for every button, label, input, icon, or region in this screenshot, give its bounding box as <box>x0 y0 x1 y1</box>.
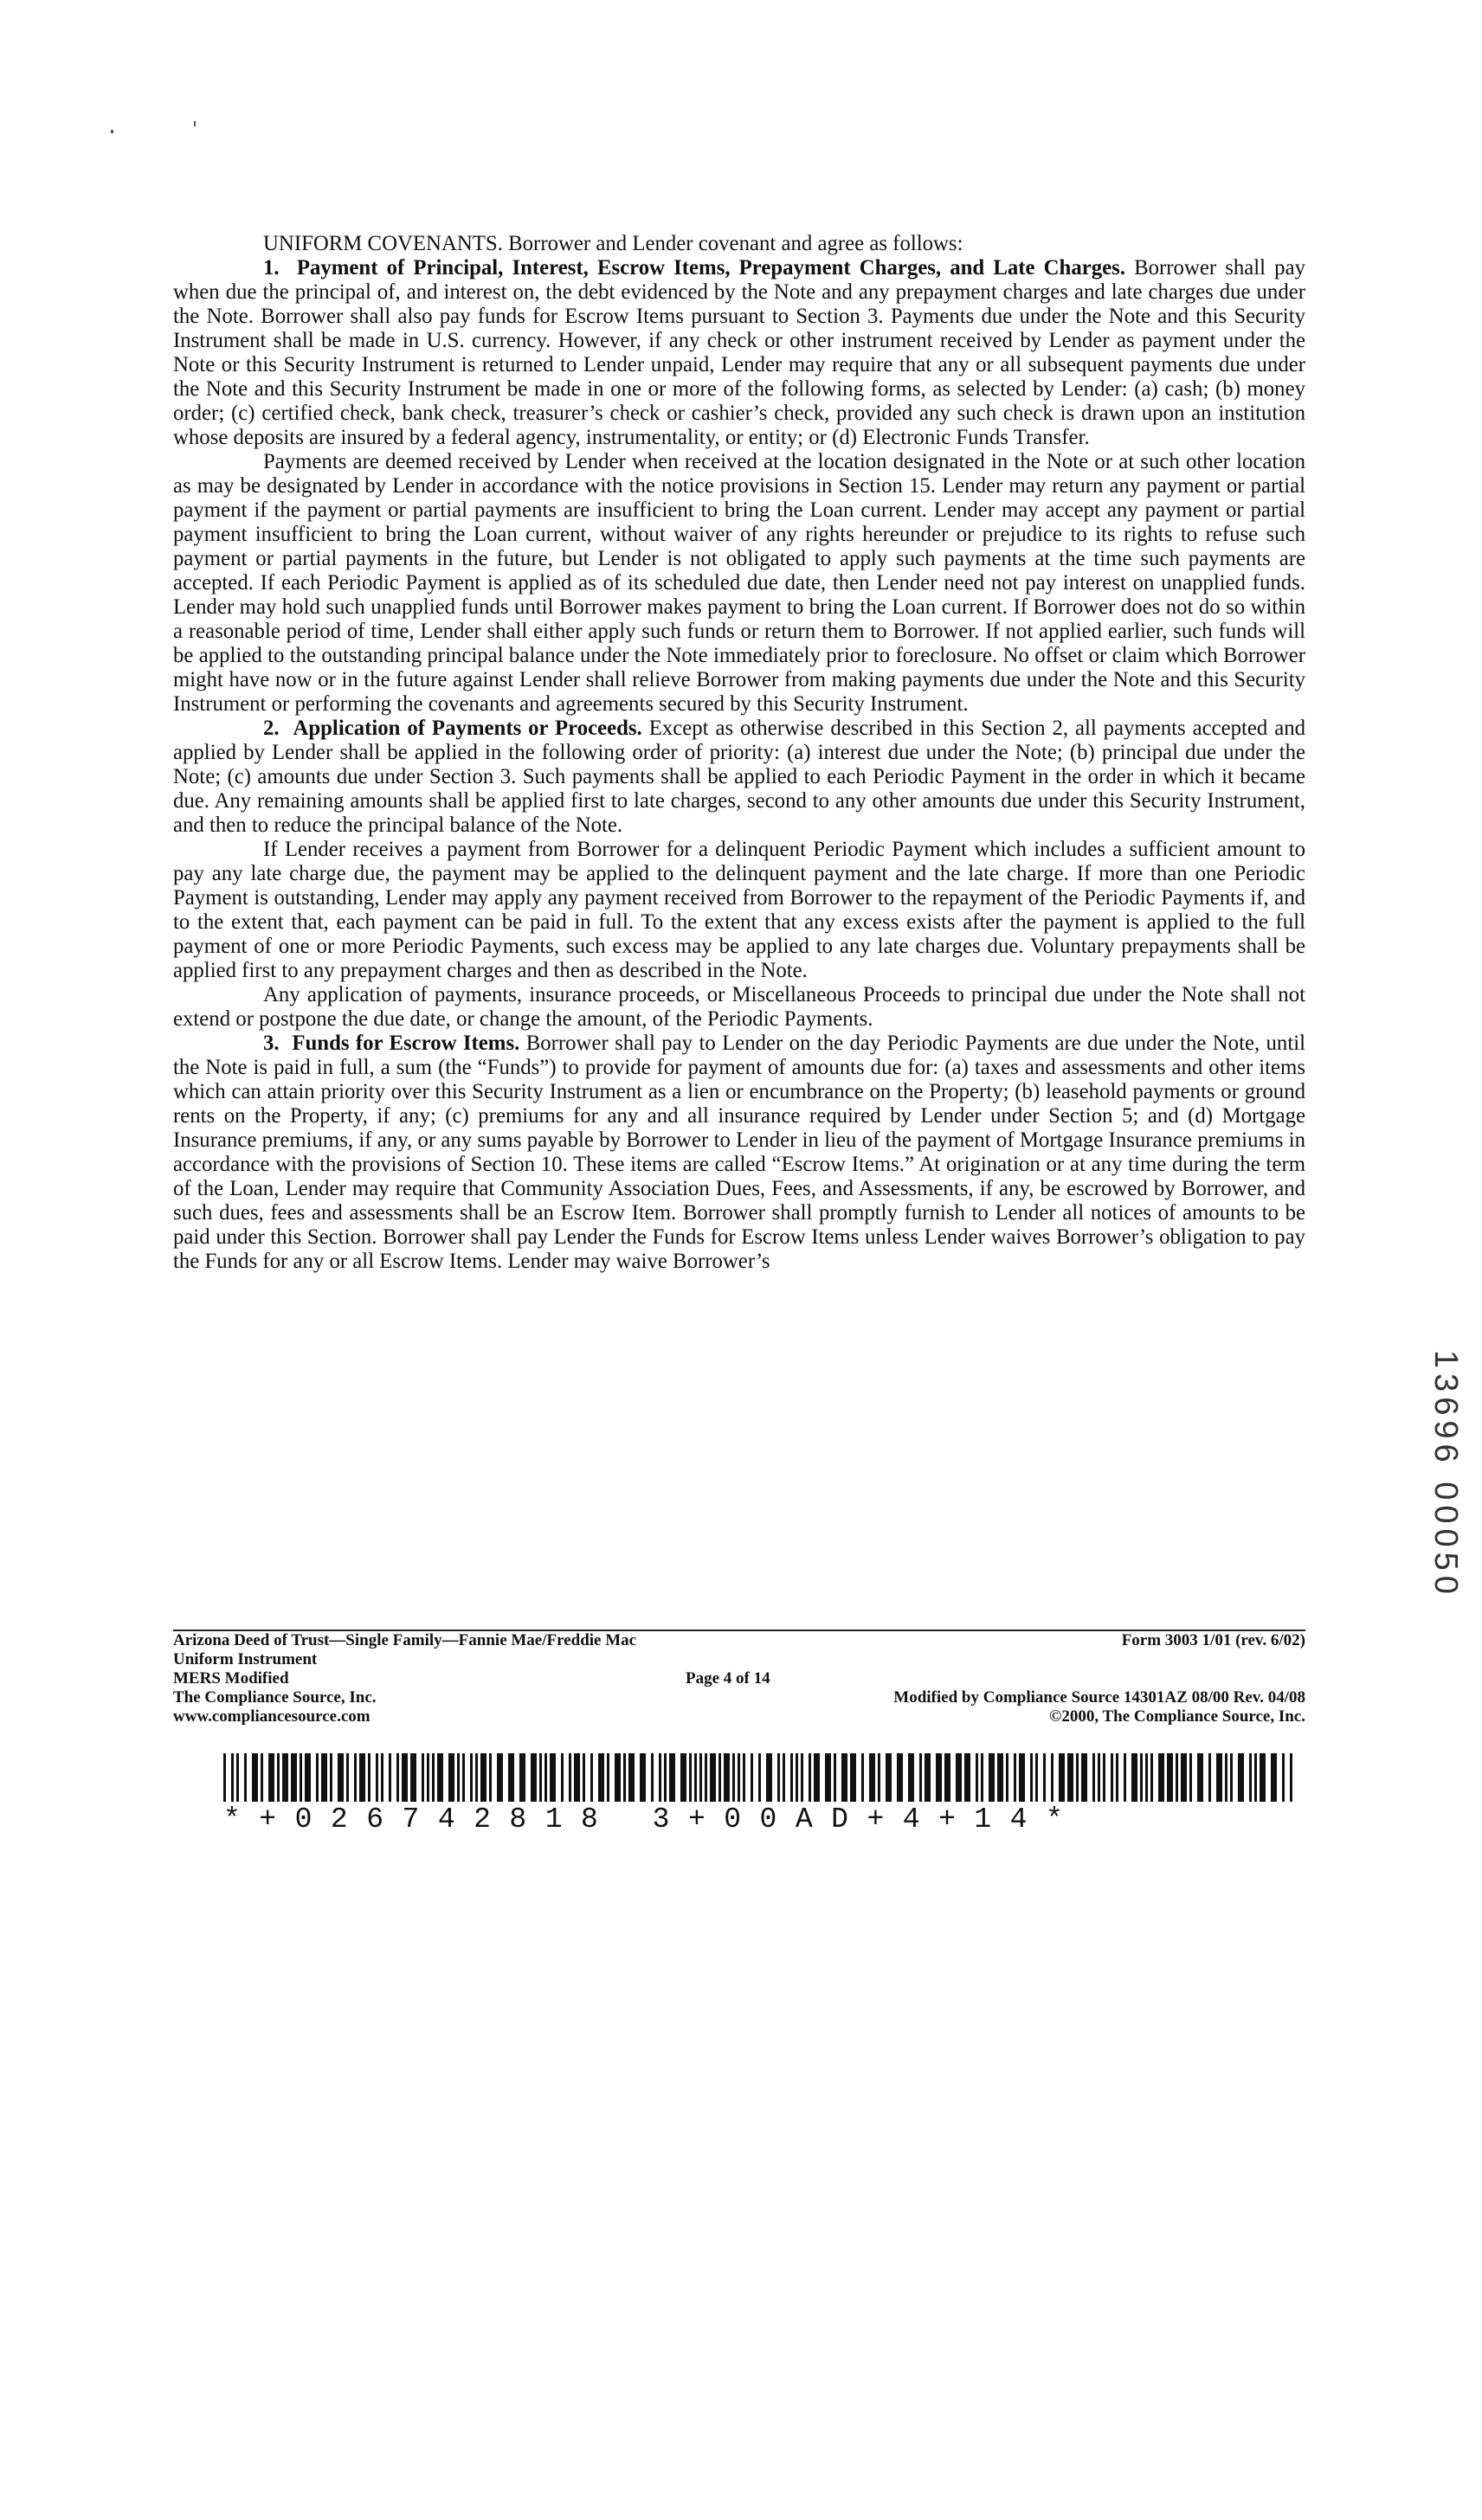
company-website: www.compliancesource.com <box>173 1707 370 1726</box>
barcode-bars <box>223 1753 1295 1802</box>
footer-row-3 <box>173 1688 1305 1707</box>
section-paragraph: Any application of payments, insurance proceeds, or Miscellaneous Proceeds to principal due under the Note shall not extend or postpone the due date, or change the amount, of the Periodic Payments. <box>173 983 1305 1031</box>
section-paragraph: Borrower shall pay to Lender on the day Periodic Payments are due under the Note, until the Note is paid in full, a sum (the “Funds”) to provide for payment of amounts due for: (a) taxes and assessments and other items which can attain priority over this Security Instrument as a lien or encumbrance on the Property; (b) leasehold payments or ground rents on the Property, if any; (c) premiums for any and all insurance required by Lender under Section 5; and (d) Mortgage Insurance premiums, if any, or any sums payable by Borrower to Lender in lieu of the payment of Mortgage Insurance premiums in accordance with the provisions of Section 10. These items are called “Escrow Items.” At origination or at any time during the term of the Loan, Lender may require that Community Association Dues, Fees, and Assessments, if any, be escrowed by Borrower, and such dues, fees and assessments shall be an Escrow Item. Borrower shall promptly furnish to Lender all notices of amounts to be paid under this Section. Borrower shall pay Lender the Funds for Escrow Items unless Lender waives Borrower’s obligation to pay the Funds for any or all Escrow Items. Lender may waive Borrower’s <box>173 1032 1305 1273</box>
section-paragraph: Borrower shall pay when due the principal of, and interest on, the debt evidenced by the Note and any prepayment charges and late charges due under the Note. Borrower shall also pay funds for Escrow Items pursuant to Section 3. Payments due under the Note and this Security Instrument shall be made in U.S. currency. However, if any check or other instrument received by Lender as payment under the Note or this Security Instrument is returned to Lender unpaid, Lender may require that any or all subsequent payments due under the Note and this Security Instrument be made in one or more of the following forms, as selected by Lender: (a) cash; (b) money order; (c) certified check, bank check, treasurer’s check or cashier’s check, provided any such check is drawn upon an institution whose deposits are insured by a federal agency, instrumentality, or entity; or (d) Electronic Funds Transfer. <box>173 256 1305 449</box>
section-paragraph: Payments are deemed received by Lender when received at the location designated in the Note or at such other location as may be designated by Lender in accordance with the notice provisions in Section 15. Lender may return any payment or partial payment if the payment or partial payments are insufficient to bring the Loan current. Lender may accept any payment or partial payment insufficient to bring the Loan current, without waiver of any rights hereunder or prejudice to its rights to refuse such payment or partial payments in the future, but Lender is not obligated to apply such payments at the time such payments are accepted. If each Periodic Payment is applied as of its scheduled due date, then Lender need not pay interest on unapplied funds. Lender may hold such unapplied funds until Borrower makes payment to bring the Loan current. If Borrower does not do so within a reasonable period of time, Lender shall either apply such funds or return them to Borrower. If not applied earlier, such funds will be applied to the outstanding principal balance under the Note immediately prior to foreclosure. No offset or claim which Borrower might have now or in the future against Lender shall relieve Borrower from making payments due under the Note and this Security Instrument or performing the covenants and agreements secured by this Security Instrument. <box>173 450 1305 716</box>
section-title: Funds for Escrow Items. <box>292 1032 520 1055</box>
footer-row-1 <box>173 1631 1305 1669</box>
section-number: 3. <box>263 1032 280 1055</box>
barcode <box>223 1753 1295 1835</box>
section-title: Payment of Principal, Interest, Escrow Items, Prepayment Charges, and Late Charges. <box>296 256 1125 280</box>
section-1 <box>173 256 1305 450</box>
scan-speck <box>111 130 113 133</box>
side-stamp: 13696 00050 <box>1427 1350 1464 1599</box>
intro-line: UNIFORM COVENANTS. Borrower and Lender covenant and agree as follows: <box>263 232 963 255</box>
form-number: Form 3003 1/01 (rev. 6/02) <box>1121 1631 1305 1649</box>
form-title: Arizona Deed of Trust—Single Family—Fannie Mae/Freddie Mac Uniform Instrument <box>173 1631 637 1668</box>
barcode-text: *+026742818 3+00AD+4+14* <box>223 1803 1082 1835</box>
section-paragraph: If Lender receives a payment from Borrower for a delinquent Periodic Payment which includes a sufficient amount to pay any late charge due, the payment may be applied to the delinquent payment and the late charge. If more than one Periodic Payment is outstanding, Lender may apply any payment received from Borrower to the repayment of the Periodic Payments if, and to the extent that, each payment can be paid in full. To the extent that any excess exists after the payment is applied to the full payment of one or more Periodic Payments, such excess may be applied to any late charges due. Voluntary prepayments shall be applied first to any prepayment charges and then as described in the Note. <box>173 838 1305 982</box>
section-3 <box>173 1032 1305 1274</box>
form-footer <box>173 1630 1305 1726</box>
section-number: 1. <box>263 256 280 280</box>
section-number: 2. <box>263 717 280 740</box>
copyright: ©2000, The Compliance Source, Inc. <box>1049 1707 1305 1726</box>
section-title: Application of Payments or Proceeds. <box>293 717 642 740</box>
section-2 <box>173 717 1305 838</box>
document-body <box>173 232 1305 1274</box>
scan-speck <box>194 121 196 126</box>
section-paragraph: Except as otherwise described in this Section 2, all payments accepted and applied by Lender shall be applied in the following order of priority: (a) interest due under the Note; (b) principal due under the Note; (c) amounts due under Section 3. Such payments shall be applied to each Periodic Payment in the order in which it became due. Any remaining amounts shall be applied first to late charges, second to any other amounts due under this Security Instrument, and then to reduce the principal balance of the Note. <box>173 717 1306 837</box>
mers-label: MERS Modified <box>173 1669 289 1688</box>
page-number: Page 4 of 14 <box>686 1669 770 1688</box>
modified-note: Modified by Compliance Source 14301AZ 08/00 Rev. 04/08 <box>893 1688 1305 1707</box>
footer-row-4 <box>173 1707 1305 1726</box>
company-name: The Compliance Source, Inc. <box>173 1688 377 1707</box>
